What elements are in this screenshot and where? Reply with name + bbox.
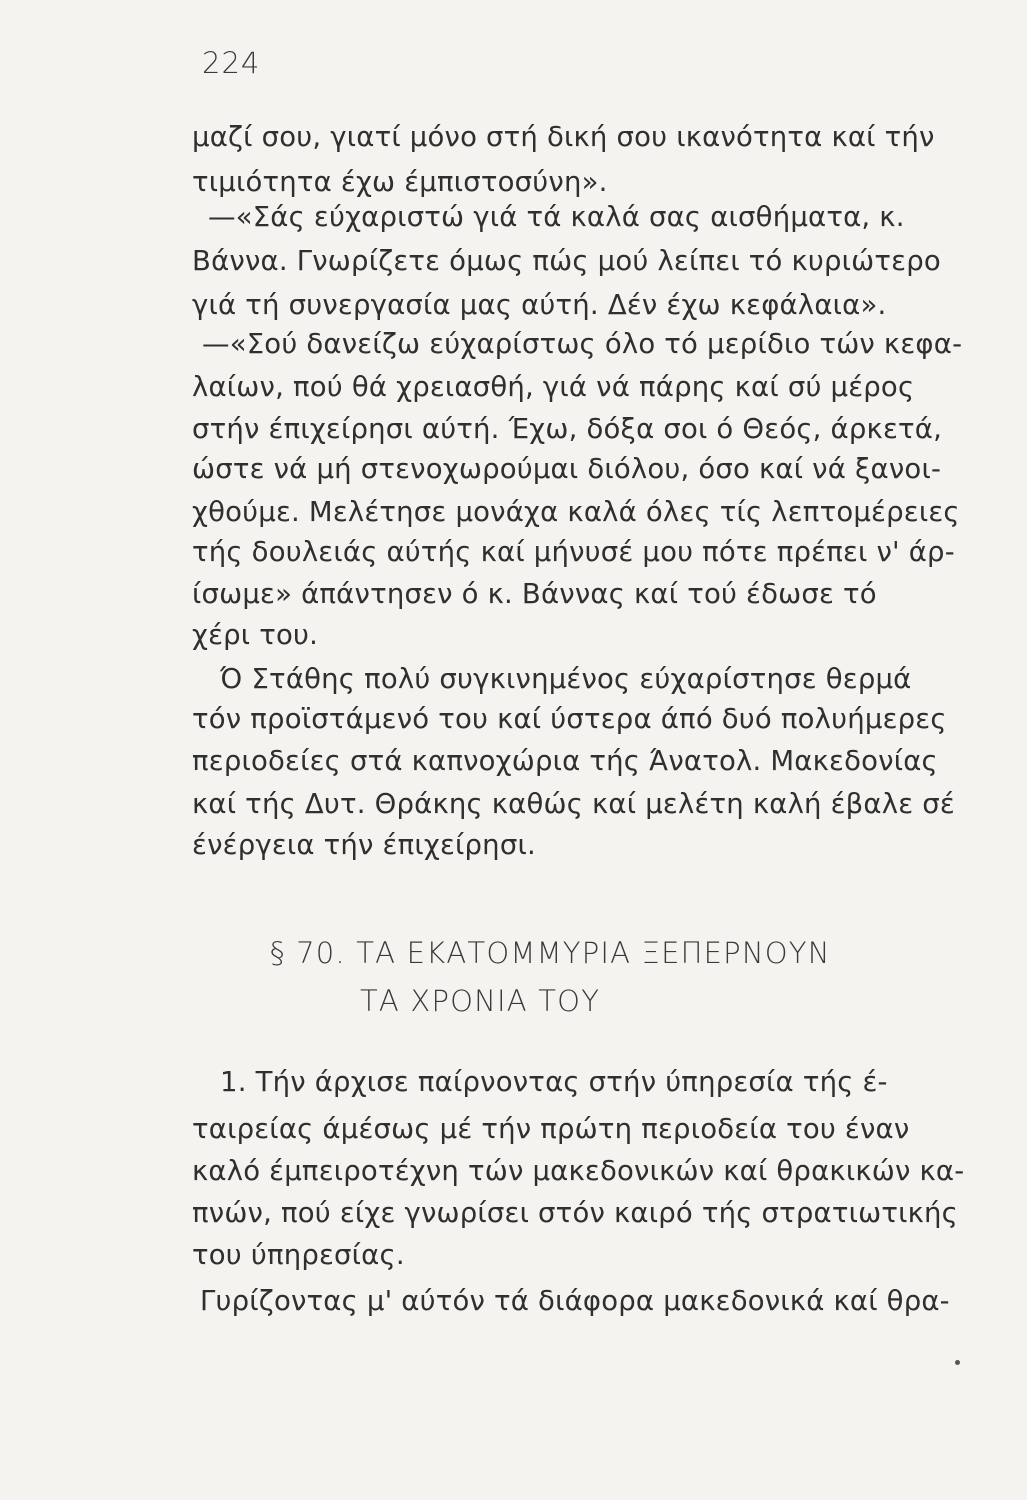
text-line: Γυρίζοντας μ' αύτόν τά διάφορα μακεδονικά καί θρα-: [200, 1285, 950, 1317]
text-line: τιμιότητα έχω έμπιστοσύνη».: [192, 166, 608, 198]
text-line: χέρι του.: [192, 619, 319, 651]
text-line: καλό έμπειροτέχνη τών μακεδονικών καί θρακικών κα-: [192, 1155, 965, 1187]
page-number: 224: [202, 46, 261, 80]
section-heading-line-1: § 70. ΤΑ ΕΚΑΤΟΜΜΥΡΙΑ ΞΕΠΕΡΝΟΥΝ: [270, 936, 831, 970]
text-line: γιά τή συνεργασία μας αύτή. Δέν έχω κεφάλαια».: [192, 289, 887, 321]
text-line: Ό Στάθης πολύ συγκινημένος εύχαρίστησε θερμά: [220, 663, 912, 695]
text-line: τής δουλειάς αύτής καί μήνυσέ μου πότε πρέπει ν' άρ-: [192, 536, 955, 568]
section-heading-line-2: ΤΑ ΧΡΟΝΙΑ ΤΟΥ: [360, 984, 601, 1018]
text-line: στήν έπιχείρησι αύτή. Έχω, δόξα σοι ό Θεός, άρκετά,: [192, 413, 943, 445]
text-line: λαίων, πού θά χρειασθή, γιά νά πάρης καί σύ μέρος: [192, 371, 915, 403]
text-line: μαζί σου, γιατί μόνο στή δική σου ικανότητα καί τήν: [192, 121, 935, 153]
text-line: ταιρείας άμέσως μέ τήν πρώτη περιοδεία του έναν: [192, 1113, 910, 1145]
text-line: Βάννα. Γνωρίζετε όμως πώς μού λείπει τό κυριώτερο: [192, 245, 941, 277]
text-line: —«Σάς εύχαριστώ γιά τά καλά σας αισθήματα, κ.: [208, 201, 905, 233]
text-line: πνών, πού είχε γνωρίσει στόν καιρό τής στρατιωτικής: [192, 1197, 958, 1229]
text-line: καί τής Δυτ. Θράκης καθώς καί μελέτη καλή έβαλε σέ: [192, 788, 955, 820]
text-line: περιοδείες στά καπνοχώρια τής Άνατολ. Μακεδονίας: [192, 745, 938, 777]
text-line: τόν προϊστάμενό του καί ύστερα άπό δυό πολυήμερες: [192, 703, 947, 735]
text-line: ίσωμε» άπάντησεν ό κ. Βάννας καί τού έδωσε τό: [192, 578, 877, 610]
ink-speck: [955, 1360, 960, 1365]
text-line: του ύπηρεσίας.: [192, 1239, 405, 1271]
text-line: χθούμε. Μελέτησε μονάχα καλά όλες τίς λεπτομέρειες: [192, 496, 960, 528]
text-line: ώστε νά μή στενοχωρούμαι διόλου, όσο καί νά ξανοι-: [192, 453, 942, 485]
text-line: —«Σού δανείζω εύχαρίστως όλο τό μερίδιο τών κεφα-: [202, 328, 963, 360]
text-line: 1. Τήν άρχισε παίρνοντας στήν ύπηρεσία τής έ-: [220, 1066, 888, 1098]
text-line: ένέργεια τήν έπιχείρησι.: [192, 829, 536, 861]
